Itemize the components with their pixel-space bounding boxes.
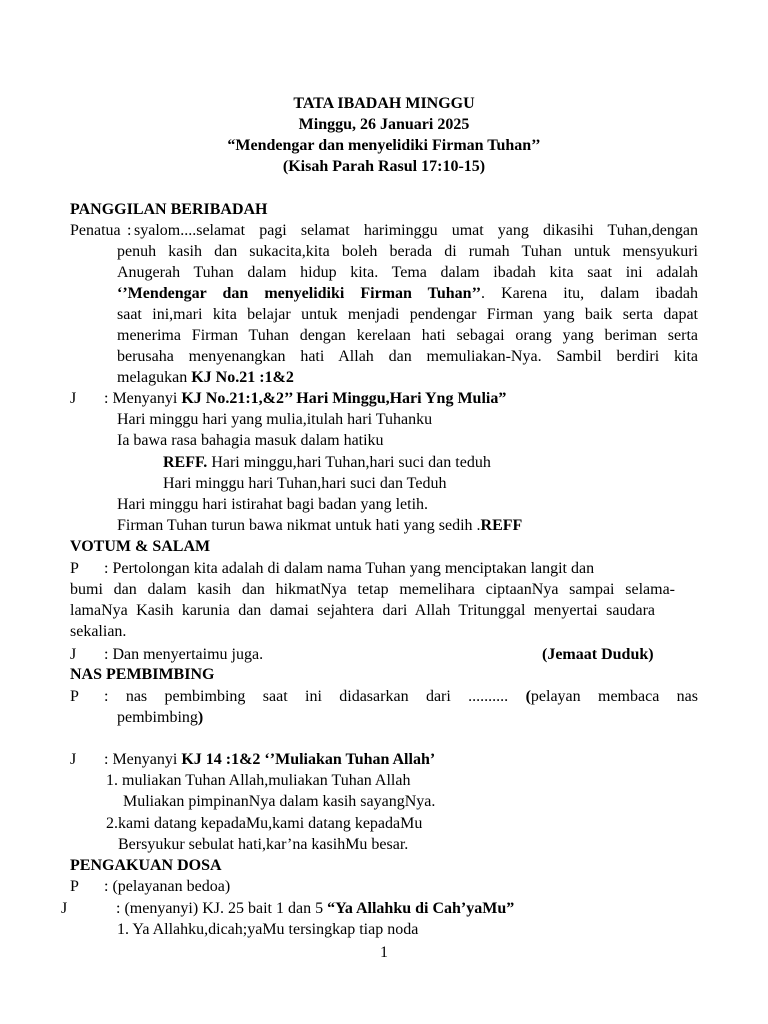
nas-line-2: pembimbing)	[117, 709, 204, 726]
section-heading-votum: VOTUM & SALAM	[70, 538, 211, 555]
panggilan-line-1: syalom....selamat pagi selamat hariminggu umat yang dikasihi Tuhan,dengan	[134, 222, 698, 239]
hymn-title: “Ya Allahku di Cah’yaMu”	[327, 900, 515, 917]
panggilan-line-8: melagukan KJ No.21 :1&2	[117, 369, 294, 386]
panggilan-line-6: menerima Firman Tuhan dengan kerelaan hati sebagai orang yang beriman serta	[117, 327, 698, 344]
speaker-label-pelayan: P	[70, 560, 79, 577]
service-theme: “Mendengar dan menyelidiki Firman Tuhan’’	[227, 137, 541, 154]
speaker-label-pelayan: P	[70, 878, 79, 895]
refrain-line: REFF. Hari minggu,hari Tuhan,hari suci dan teduh	[163, 454, 491, 471]
refrain-label: REFF.	[163, 454, 208, 471]
speaker-label-jemaat: J	[70, 751, 77, 768]
lyric-line: 2.kami datang kepadaMu,kami datang kepadaMu	[106, 815, 423, 832]
speaker-colon: :	[127, 222, 132, 239]
panggilan-line-4: ‘’Mendengar dan menyelidiki Firman Tuhan’’. Karena itu, dalam ibadah	[117, 285, 698, 302]
section-heading-panggilan: PANGGILAN BERIBADAH	[70, 201, 268, 218]
page-number: 1	[380, 944, 388, 961]
lyric-line: 1. Ya Allahku,dicah;yaMu tersingkap tiap noda	[117, 921, 419, 938]
lyric-line: Hari minggu hari yang mulia,itulah hari Tuhanku	[117, 411, 433, 428]
votum-line-4: sekalian.	[70, 623, 127, 640]
refrain-marker: REFF	[480, 517, 523, 534]
lyric-line: Ia bawa rasa bahagia masuk dalam hatiku	[117, 432, 384, 449]
scripture-reference: (Kisah Parah Rasul 17:10-15)	[282, 158, 486, 175]
speaker-label-penatua: Penatua	[70, 222, 121, 239]
jemaat-song-line: : (menyanyi) KJ. 25 bait 1 dan 5 “Ya Allahku di Cah’yaMu”	[116, 900, 515, 917]
section-heading-nas: NAS PEMBIMBING	[70, 666, 215, 683]
section-heading-pengakuan: PENGAKUAN DOSA	[70, 857, 222, 874]
speaker-label-pelayan: P	[70, 688, 79, 705]
congregation-note: (Jemaat Duduk)	[542, 646, 654, 663]
speaker-label-jemaat: J	[61, 900, 68, 917]
lyric-line: Bersyukur sebulat hati,kar’na kasihMu besar.	[118, 836, 409, 853]
theme-emphasis: ‘’Mendengar dan menyelidiki Firman Tuhan’’	[117, 285, 482, 302]
jemaat-song-line: : Menyanyi KJ No.21:1,&2’’ Hari Minggu,Hari Yng Mulia”	[104, 390, 507, 407]
speaker-label-jemaat: J	[70, 390, 77, 407]
votum-line-2: bumi dan dalam kasih dan hikmatNya tetap memelihara ciptaanNya sampai selama-	[70, 581, 675, 598]
jemaat-response: : Dan menyertaimu juga.	[104, 646, 264, 663]
jemaat-song-line: : Menyanyi KJ 14 :1&2 ‘’Muliakan Tuhan Allah’	[104, 751, 436, 768]
panggilan-line-3: Anugerah Tuhan dalam hidup kita. Tema dalam ibadah kita saat ini adalah	[117, 264, 698, 281]
lyric-line: Muliakan pimpinanNya dalam kasih sayangNya.	[123, 793, 436, 810]
lyric-line: Hari minggu hari istirahat bagi badan yang letih.	[117, 496, 429, 513]
lyric-line: 1. muliakan Tuhan Allah,muliakan Tuhan Allah	[106, 772, 411, 789]
nas-line-1: : nas pembimbing saat ini didasarkan dari .......... (pelayan membaca nas	[104, 688, 699, 705]
service-date: Minggu, 26 Januari 2025	[298, 116, 470, 133]
hymn-reference: KJ No.21 :1&2	[191, 369, 294, 386]
panggilan-line-2: penuh kasih dan sukacita,kita boleh berada di rumah Tuhan untuk mensyukuri	[117, 243, 698, 260]
hymn-title: KJ 14 :1&2 ‘’Muliakan Tuhan Allah’	[181, 751, 436, 768]
lyric-line: Firman Tuhan turun bawa nikmat untuk hati yang sedih .REFF	[117, 517, 523, 534]
pengakuan-instruction: : (pelayanan bedoa)	[104, 878, 231, 895]
panggilan-line-5: saat ini,mari kita belajar untuk menjadi pendengar Firman yang baik serta dapat	[117, 306, 698, 323]
panggilan-line-7: berusaha menyenangkan hati Allah dan memuliakan-Nya. Sambil berdiri kita	[117, 348, 698, 365]
document-title: TATA IBADAH MINGGU	[293, 95, 475, 112]
votum-line-3: lamaNya Kasih karunia dan damai sejahtera dari Allah Tritunggal menyertai saudara	[70, 602, 655, 619]
votum-line-1: : Pertolongan kita adalah di dalam nama Tuhan yang menciptakan langit dan	[104, 560, 595, 577]
speaker-label-jemaat: J	[70, 646, 77, 663]
refrain-line: Hari minggu hari Tuhan,hari suci dan Teduh	[163, 475, 447, 492]
hymn-title: KJ No.21:1,&2’’ Hari Minggu,Hari Yng Mulia”	[181, 390, 507, 407]
